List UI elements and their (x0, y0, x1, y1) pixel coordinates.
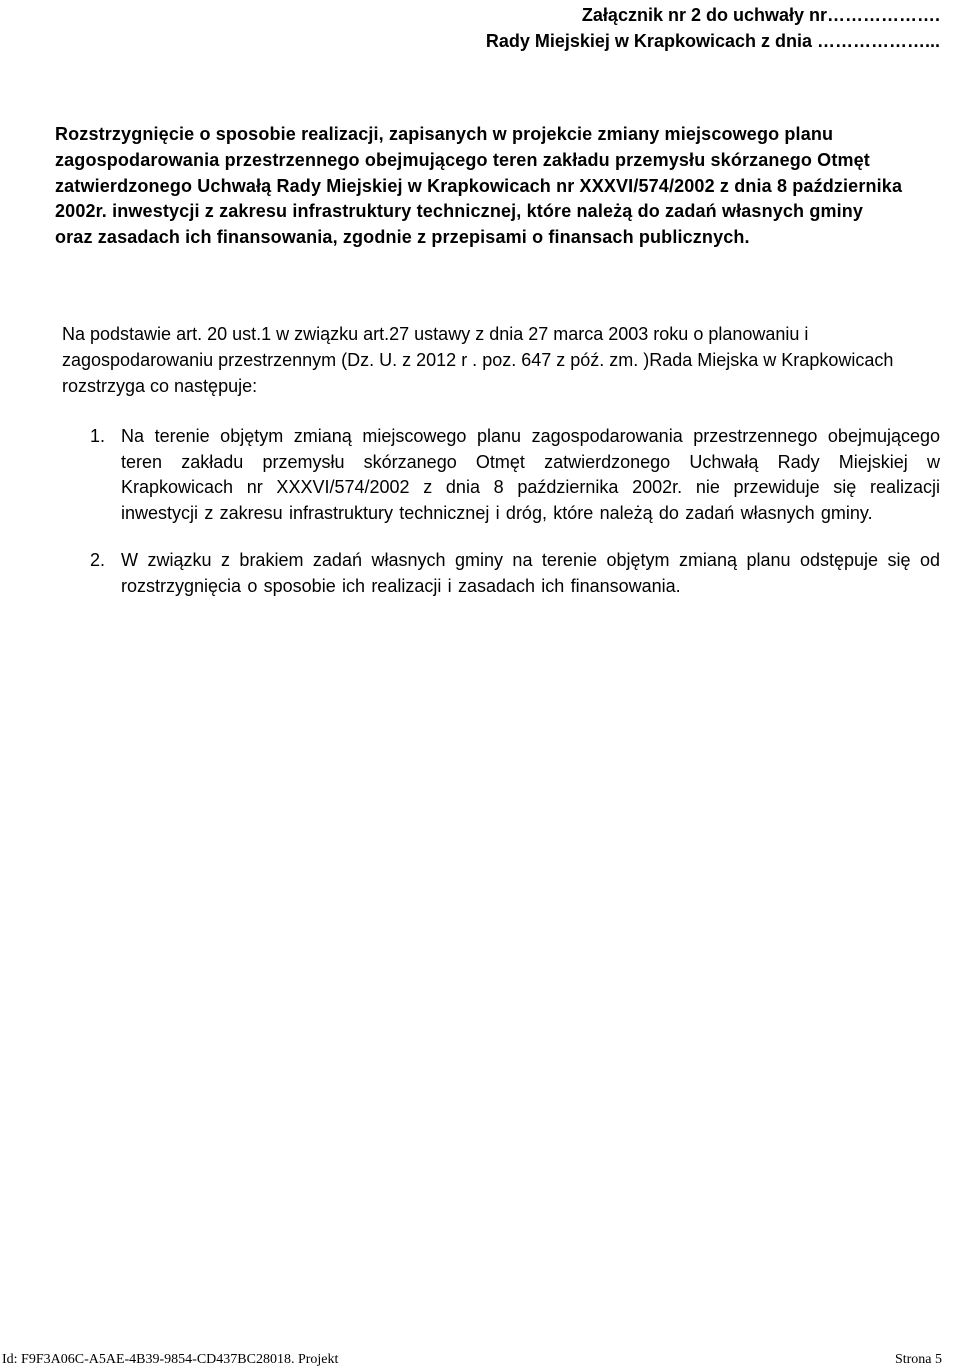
resolution-items (90, 424, 940, 599)
page-number-footer: Strona 5 (894, 1352, 942, 1367)
legal-basis-paragraph: Na podstawie art. 20 ust.1 w związku art.27 ustawy z dnia 27 marca 2003 roku o planowaniu i zagospodarowaniu przestrzennym (Dz. U. z 2012 r . poz. 647 z póź. zm. )Rada Miejska w Krapkowicach rozstrzyga co następuje: (62, 324, 894, 396)
item-number: 2. (90, 550, 106, 570)
attachment-header-line-2: Rady Miejskiej w Krapkowicach z dnia ………………... (485, 31, 940, 51)
attachment-header-line-1: Załącznik nr 2 do uchwały nr………………. (581, 5, 940, 25)
attachment-header (300, 2, 940, 54)
resolution-item (90, 548, 940, 599)
item-number: 1. (90, 426, 106, 446)
item-text: Na terenie objętym zmianą miejscowego planu zagospodarowania przestrzennego obejmującego teren zakładu przemysłu skórzanego Otmęt zatwierdzonego Uchwałą Rady Miejskiej w Krapkowicach nr XXXVI/574/2002 z dnia 8 października 2002r. nie przewiduje się realizacji inwestycji z zakresu infrastruktury technicznej i dróg, które należą do zadań własnych gminy. (121, 426, 940, 523)
item-text: W związku z brakiem zadań własnych gminy na terenie objętym zmianą planu odstępuje się od rozstrzygnięcia o sposobie ich realizacji i zasadach ich finansowania. (121, 550, 940, 596)
document-title: Rozstrzygnięcie o sposobie realizacji, zapisanych w projekcie zmiany miejscowego planu zagospodarowania przestrzennego obejmującego teren zakładu przemysłu skórzanego Otmęt zatwierdzonego Uchwałą Rady Miejskiej w Krapkowicach nr XXXVI/574/2002 z dnia 8 października 2002r. inwestycji z zakresu infrastruktury technicznej, które należą do zadań własnych gminy oraz zasadach ich finansowania, zgodnie z przepisami o finansach publicznych. (55, 124, 903, 248)
document-id-footer: Id: F9F3A06C-A5AE-4B39-9854-CD437BC28018. Projekt (2, 1352, 339, 1367)
resolution-item (90, 424, 940, 526)
